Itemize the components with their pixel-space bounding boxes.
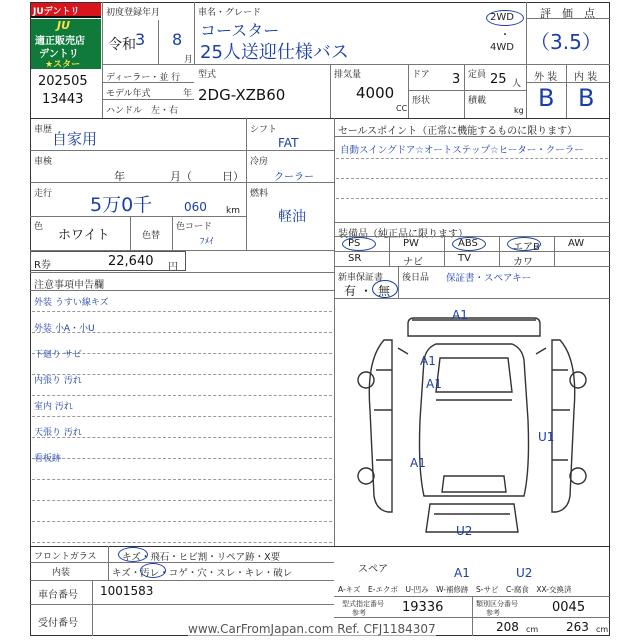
first-reg-month: 8 — [172, 30, 183, 49]
car-name-line1: コースター — [200, 21, 280, 40]
chassis-value: 1001583 — [100, 584, 154, 598]
shift-left-border — [246, 118, 247, 250]
dim1-unit: cm — [526, 625, 539, 634]
mileage-small: 060 — [184, 200, 207, 214]
aircon-bottom — [246, 182, 334, 183]
dealer-logo — [31, 3, 101, 69]
interior-cond-text: キズ・汚レ・コゲ・穴・スレ・キレ・破レ — [112, 568, 293, 579]
equipment-item: エアB — [513, 242, 540, 253]
color-value: ホワイト — [58, 228, 110, 243]
first-reg-bottom — [102, 64, 194, 65]
car-name-bottom — [194, 64, 526, 65]
fuel-value: 軽油 — [278, 209, 306, 225]
lot-number-line2: 13443 — [42, 92, 84, 107]
score-left-border — [526, 2, 527, 118]
bottom-left-divider — [108, 546, 109, 580]
front-glass-text: キズ・飛石・ヒビ割・リペア跡・X要 — [122, 552, 281, 563]
model-code-value: 2DG-XZB60 — [198, 86, 286, 104]
score-bottom — [526, 64, 610, 65]
first-reg-year: 3 — [135, 30, 146, 49]
inspection-bottom — [30, 182, 246, 183]
type-class-divider — [472, 596, 473, 636]
interior-cond-bottom — [30, 580, 334, 581]
recycle-box — [30, 251, 186, 271]
selling-points-text: 自動スイングドア☆オートステップ☆ヒーター・クーラー — [340, 145, 584, 156]
shift-label: シフト — [250, 125, 278, 135]
damage-mark: U2 — [456, 524, 473, 538]
watermark: www.CarFromJapan.com Ref. CFJ1184307 — [188, 622, 436, 636]
lot-number-line1: 202505 — [38, 74, 88, 89]
logo-line5: ★スター — [45, 60, 81, 70]
notes-item: 外装 小A・小U — [34, 324, 95, 334]
exterior-label: 外 装 — [534, 72, 558, 83]
load-unit: kg — [514, 106, 524, 115]
interior-cond-label: 内装 — [52, 568, 71, 578]
damage-mark: U2 — [516, 566, 533, 580]
spare-label: スペア — [358, 564, 388, 575]
doors-label: ドア — [412, 70, 430, 80]
drive-4wd: 4WD — [490, 42, 514, 53]
logo-line1: JUデントリ — [33, 7, 80, 17]
equipment-circle — [507, 237, 541, 251]
notes-label-bottom — [30, 290, 334, 291]
notes-line — [32, 542, 332, 543]
selling-points-label: セールスポイント（正常に機能するものに限ります） — [338, 126, 578, 137]
capacity-value: 25 — [490, 72, 507, 87]
equipment-bottom — [334, 266, 610, 267]
numbers-bottom — [334, 617, 610, 618]
sp-line1 — [336, 158, 608, 159]
color-code-value: ﾌﾒｲ — [200, 237, 214, 247]
shift-value: FAT — [278, 136, 299, 150]
capacity-unit: 人 — [512, 79, 522, 89]
model-code-right — [330, 64, 331, 118]
sp-line3 — [336, 198, 608, 199]
doors-right — [464, 64, 465, 118]
logo-divider — [102, 2, 103, 118]
warranty-bottom — [334, 298, 610, 299]
mileage-label: 走行 — [34, 189, 53, 199]
car-name-line2: 25人送迎仕様バス — [200, 42, 349, 63]
damage-mark: A1 — [454, 566, 470, 580]
warranty-no: 無 — [378, 284, 391, 298]
notes-label: 注意事項申告欄 — [34, 280, 104, 291]
handle-label: ハンドル 左・右 — [106, 106, 179, 116]
aircon-value: クーラー — [274, 172, 314, 183]
equipment-item: ABS — [458, 238, 478, 249]
recycle-unit: 円 — [168, 262, 178, 273]
damage-mark: A1 — [426, 377, 442, 391]
notes-top — [30, 272, 334, 273]
model-year-label: モデル年式 — [106, 89, 151, 99]
notes-item: 内張り 汚れ — [34, 376, 82, 386]
dim2-unit: cm — [596, 625, 609, 634]
notes-line — [32, 311, 332, 312]
notes-item: 室内 汚れ — [34, 402, 73, 412]
car-name-label: 車名・グレード — [198, 8, 262, 18]
color-change-divider — [172, 216, 173, 250]
interior-label: 内 装 — [574, 72, 598, 83]
selling-points-label-bottom — [334, 136, 610, 137]
recycle-label: R券 — [34, 260, 51, 271]
logo-line4: デントリ — [39, 49, 79, 60]
equipment-row-divider — [334, 251, 610, 252]
equipment-circle — [452, 237, 486, 251]
score-label-bottom — [526, 18, 610, 19]
fuel-label: 燃料 — [250, 189, 269, 199]
sp-line2 — [336, 178, 608, 179]
inspection-month-unit: 月（ — [170, 170, 192, 183]
model-code-label: 型式 — [198, 70, 217, 80]
notes-item: 天張り 汚れ — [34, 428, 82, 438]
top-section-bottom — [30, 118, 610, 119]
center-divider — [334, 118, 335, 546]
ext-int-label-bottom — [526, 82, 610, 83]
selling-points-bottom — [334, 222, 610, 223]
equipment-label: 装備品（純正品に限ります） — [338, 229, 468, 240]
dealer-label: ディーラー・並 行 — [106, 73, 181, 83]
damage-mark: U1 — [538, 430, 555, 444]
class-no-sub: 参考 — [486, 609, 500, 617]
model-year-bottom — [102, 99, 194, 100]
class-no-label: 類別区分番号 — [476, 600, 518, 608]
displacement-value: 4000 — [356, 84, 395, 102]
drive-2wd: 2WD — [490, 12, 514, 23]
logo-line2: JU — [57, 19, 71, 32]
equipment-item: TV — [458, 253, 471, 264]
color-change-label: 色替 — [142, 231, 161, 241]
damage-mark: A1 — [452, 308, 468, 322]
usage-bottom — [30, 150, 246, 151]
inspection-label: 車検 — [34, 157, 53, 167]
chassis-bottom — [30, 604, 334, 605]
shape-label: 形状 — [412, 96, 431, 106]
dealer-bottom — [102, 82, 194, 83]
equipment-item: カワ — [513, 257, 533, 268]
type-no-label: 型式指定番号 — [342, 600, 384, 608]
doors-value: 3 — [452, 72, 461, 87]
inspection-day-unit: 日） — [222, 170, 244, 183]
equipment-item: PW — [403, 238, 419, 249]
notes-line — [32, 500, 332, 501]
equipment-item: ナビ — [403, 257, 423, 268]
warranty-divider — [398, 266, 399, 298]
dim2-value: 263 — [566, 620, 589, 634]
inspection-year-unit: 年 — [114, 170, 125, 183]
first-reg-era: 令和 — [108, 37, 136, 53]
damage-legend: A-キズ E-エクボ U-凹み W-補修跡 S-サビ C-腐食 XX-交換済 — [338, 585, 572, 594]
mileage-unit: km — [226, 206, 240, 216]
damage-diagram — [336, 300, 608, 546]
usage-value: 自家用 — [52, 130, 98, 148]
equipment-item: SR — [348, 253, 362, 264]
fuel-bottom — [246, 250, 334, 251]
damage-mark: A1 — [420, 354, 436, 368]
chassis-label: 車台番号 — [38, 590, 78, 601]
notes-line — [32, 395, 332, 396]
damage-mark: A1 — [410, 456, 426, 470]
first-reg-month-unit: 月 — [184, 55, 194, 65]
displacement-right — [408, 64, 409, 118]
equipment-item: PS — [348, 238, 361, 249]
aftersale-value: 保証書・スペアキー — [446, 273, 532, 284]
drive-dot: ・ — [500, 30, 510, 41]
score-mid — [566, 64, 567, 118]
front-glass-label: フロントガラス — [34, 552, 97, 562]
notes-line — [32, 479, 332, 480]
type-no-sub: 参考 — [352, 609, 366, 617]
equipment-circle — [342, 237, 376, 251]
front-glass-bottom — [30, 562, 334, 563]
mileage-value: 5万0千 — [90, 194, 153, 216]
type-no-value: 19336 — [402, 600, 444, 615]
equipment-item: AW — [568, 238, 585, 249]
notes-bottom — [30, 546, 610, 547]
first-reg-divider — [158, 20, 159, 64]
notes-line — [32, 458, 332, 459]
score-label: 評 価 点 — [540, 7, 595, 20]
logo-line3: 適正販売店 — [35, 36, 85, 47]
notes-item: 外装 うすい線キズ — [34, 298, 109, 308]
color-label: 色 — [34, 222, 44, 232]
model-year-unit: 年 — [183, 89, 193, 99]
capacity-label: 定員 — [468, 70, 487, 80]
first-reg-right-border — [194, 2, 195, 64]
displacement-label: 排気量 — [334, 70, 362, 80]
notes-item: 看板跡 — [34, 454, 62, 464]
class-no-value: 0045 — [552, 600, 586, 615]
notes-line — [32, 416, 332, 417]
exterior-value: B — [538, 84, 555, 112]
shift-bottom — [246, 150, 334, 151]
load-label: 積載 — [468, 96, 487, 106]
color-code-label: 色コード — [176, 222, 213, 232]
first-reg-label: 初度登録年月 — [106, 8, 161, 18]
recycle-value: 22,640 — [108, 254, 154, 269]
notes-item: 下廻り サビ — [34, 350, 82, 360]
chassis-divider — [92, 580, 93, 636]
displacement-unit: CC — [396, 104, 408, 113]
warranty-yes: 有 — [344, 284, 357, 298]
dim1-value: 208 — [496, 620, 519, 634]
interior-value: B — [578, 84, 595, 112]
aftersale-label: 後日品 — [402, 273, 430, 283]
color-divider — [130, 216, 131, 250]
body-no-label: 受付番号 — [38, 618, 78, 629]
aircon-label: 冷房 — [250, 157, 269, 167]
score-value: （3.5） — [530, 30, 602, 54]
usage-label: 車歴 — [34, 125, 53, 135]
mileage-bottom — [30, 216, 246, 217]
doors-bottom — [408, 90, 526, 91]
warranty-label: 新車保証書 — [338, 273, 384, 283]
notes-line — [32, 521, 332, 522]
warranty-dot: ・ — [360, 284, 373, 298]
